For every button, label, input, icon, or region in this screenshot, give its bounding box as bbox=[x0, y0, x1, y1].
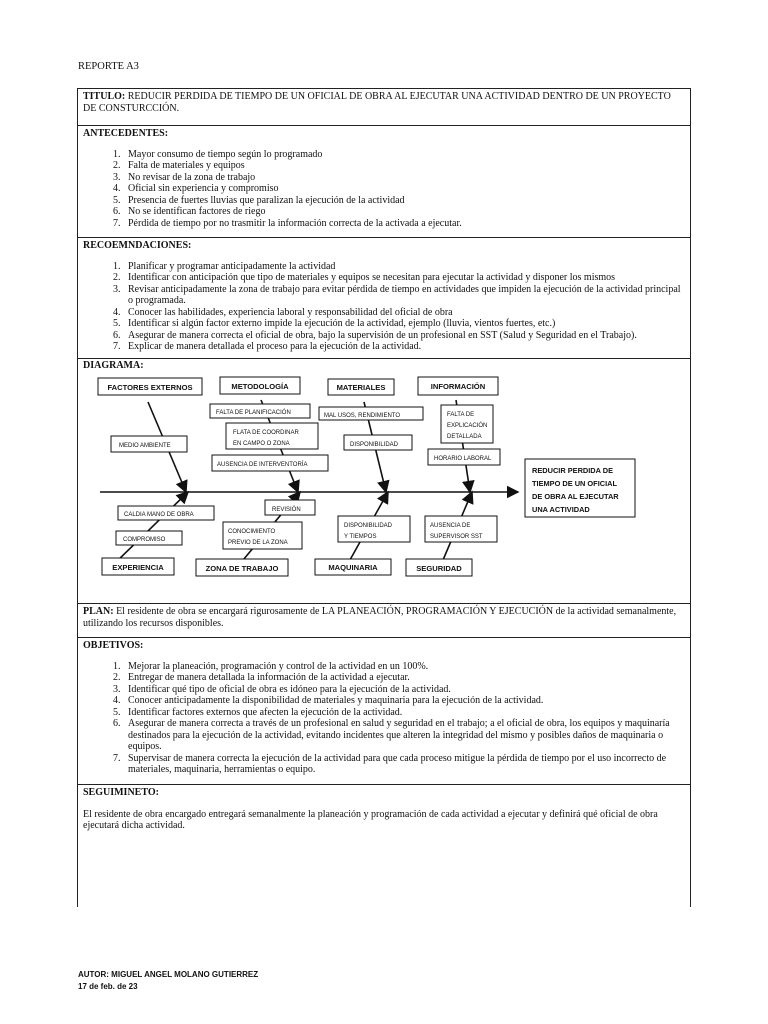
titulo-text: REDUCIR PERDIDA DE TIEMPO DE UN OFICIAL DE OBRA AL EJECUTAR UNA ACTIVIDAD DENTRO DE UN PROYECTO DE CONSTURCCIÓN. bbox=[83, 91, 671, 114]
list-item: 5. Identificar si algún factor externo impide la ejecución de la actividad, ejemplo (lluvia, vientos fuertes, etc.) bbox=[123, 318, 685, 330]
category-seguridad: SEGURIDAD bbox=[416, 564, 462, 573]
cause-disponibilidad: DISPONIBILIDAD bbox=[350, 442, 399, 448]
category-maquinaria: MAQUINARIA bbox=[328, 563, 378, 572]
cause-falta-explicacion: EXPLICACIÓN bbox=[447, 423, 488, 429]
footer-date: 17 de feb. de 23 bbox=[78, 982, 138, 991]
section-seguimiento bbox=[78, 785, 690, 907]
list-item: 7. Supervisar de manera correcta la ejecución de la actividad para que cada proceso mitigue la pérdida de tiempo por el uso incorrecto de materiales, maquinaria, herramientas o equipo. bbox=[123, 753, 685, 776]
effect-line: UNA ACTIVIDAD bbox=[532, 505, 590, 514]
cause-ausencia-interventoria: AUSENCIA DE INTERVENTORÍA bbox=[217, 462, 308, 468]
category-experiencia: EXPERIENCIA bbox=[112, 563, 164, 572]
list-item: 4. Conocer anticipadamente la disponibilidad de materiales y maquinaria para la ejecución de la actividad. bbox=[123, 695, 685, 707]
list-item: 1. Mayor consumo de tiempo según lo programado bbox=[123, 149, 685, 161]
cause-conocimiento: CONOCIMIENTO bbox=[228, 529, 276, 535]
list-item: 3. Revisar anticipadamente la zona de trabajo para evitar pérdida de tiempo en actividades que impiden la ejecución de la actividad principal o programada. bbox=[123, 284, 685, 307]
list-item: 6. Asegurar de manera correcta el oficial de obra, bajo la supervisión de un profesional en SST (Salud y Seguridad en el Trabajo). bbox=[123, 330, 685, 342]
cause-falta-explicacion: DETALLADA bbox=[447, 434, 482, 440]
category-factores-externos: FACTORES EXTERNOS bbox=[107, 383, 193, 392]
cause-flata-coordinar: EN CAMPO O ZONA bbox=[233, 441, 290, 447]
category-informacion: INFORMACIÓN bbox=[430, 382, 486, 391]
cause-falta-planificacion: FALTA DE PLANIFICACIÓN bbox=[216, 410, 291, 416]
list-item: 2. Entregar de manera detallada la información de la actividad a ejecutar. bbox=[123, 672, 685, 684]
seguimiento-text: El residente de obra encargado entregará semanalmente la planeación y programación de cada actividad a ejecutar y definirá qué oficial de obra ejecutará dicha actividad. bbox=[83, 808, 658, 831]
bone-experiencia bbox=[112, 492, 188, 566]
section-diagrama bbox=[78, 359, 690, 604]
antecedentes-label: ANTECEDENTES: bbox=[83, 128, 169, 139]
category-materiales: MATERIALES bbox=[336, 383, 386, 392]
cause-conocimiento: PREVIO DE LA ZONA bbox=[228, 540, 288, 546]
section-objetivos bbox=[78, 638, 690, 785]
plan-label: PLAN: bbox=[83, 606, 114, 617]
cause-disponibilidad-tiempos: DISPONIBILIDAD bbox=[344, 523, 393, 529]
recomendaciones-label: RECOEMNDACIONES: bbox=[83, 240, 192, 251]
cause-medio-ambiente: MEDIO AMBIENTE bbox=[119, 443, 171, 449]
a3-report bbox=[77, 88, 691, 907]
list-item: 3. No revisar de la zona de trabajo bbox=[123, 172, 685, 184]
list-item: 4. Conocer las habilidades, experiencia laboral y responsabilidad del oficial de obra bbox=[123, 307, 685, 319]
section-plan bbox=[78, 604, 690, 638]
effect-line: TIEMPO DE UN OFICIAL bbox=[532, 479, 617, 488]
plan-text: El residente de obra se encargará rigurosamente de LA PLANEACIÓN, PROGRAMACIÓN Y EJECUCIÓN de la actividad semanalmente, utilizando los recursos disponibles. bbox=[83, 606, 677, 629]
list-item: 5. Presencia de fuertes lluvias que paralizan la ejecución de la actividad bbox=[123, 195, 685, 207]
category-zona-de-trabajo: ZONA DE TRABAJO bbox=[205, 564, 279, 573]
footer-author: AUTOR: MIGUEL ANGEL MOLANO GUTIERREZ bbox=[78, 970, 259, 979]
cause-disponibilidad-tiempos: Y TIEMPOS bbox=[344, 534, 377, 540]
list-item: 2. Identificar con anticipación que tipo de materiales y equipos se necesitan para ejecutar la actividad y disponer los mismos bbox=[123, 272, 685, 284]
effect-line: DE OBRA AL EJECUTAR bbox=[532, 492, 619, 501]
fishbone-diagram bbox=[78, 359, 690, 604]
category-metodologia: METODOLOGÍA bbox=[231, 382, 289, 391]
seguimiento-label: SEGUIMINETO: bbox=[83, 787, 159, 798]
cause-compromiso: COMPROMISO bbox=[123, 537, 166, 543]
cause-ausencia-supervisor: SUPERVISOR SST bbox=[430, 534, 483, 540]
objetivos-list bbox=[123, 661, 685, 776]
list-item: 5. Identificar factores externos que afecten la ejecución de la actividad. bbox=[123, 707, 685, 719]
cause-caldia-mano-de-obra: CALDIA MANO DE OBRA bbox=[124, 512, 194, 518]
list-item: 7. Explicar de manera detallada el proceso para la ejecución de la actividad. bbox=[123, 341, 685, 353]
cause-mal-usos: MAL USOS, RENDIMIENTO bbox=[324, 413, 401, 419]
list-item: 3. Identificar qué tipo de oficial de obra es idóneo para la ejecución de la actividad. bbox=[123, 684, 685, 696]
effect-line: REDUCIR PERDIDA DE bbox=[532, 466, 614, 475]
section-titulo bbox=[78, 89, 690, 126]
cause-flata-coordinar: FLATA DE COORDINAR bbox=[233, 430, 299, 436]
list-item: 7. Pérdida de tiempo por no trasmitir la información correcta de la activada a ejecutar. bbox=[123, 218, 685, 230]
report-label: REPORTE A3 bbox=[78, 61, 139, 72]
list-item: 1. Mejorar la planeación, programación y control de la actividad en un 100%. bbox=[123, 661, 685, 673]
section-antecedentes bbox=[78, 126, 690, 238]
list-item: 1. Planificar y programar anticipadamente la actividad bbox=[123, 261, 685, 273]
section-recomendaciones bbox=[78, 238, 690, 359]
titulo-label: TITULO: bbox=[83, 91, 126, 102]
list-item: 4. Oficial sin experiencia y compromiso bbox=[123, 183, 685, 195]
objetivos-label: OBJETIVOS: bbox=[83, 640, 144, 651]
cause-falta-explicacion: FALTA DE bbox=[447, 412, 475, 418]
diagrama-label: DIAGRAMA: bbox=[83, 360, 144, 371]
recomendaciones-list bbox=[123, 261, 685, 353]
list-item: 2. Falta de materiales y equipos bbox=[123, 160, 685, 172]
cause-horario-laboral: HORARIO LABORAL bbox=[434, 456, 492, 462]
antecedentes-list bbox=[123, 149, 685, 230]
list-item: 6. No se identifican factores de riego bbox=[123, 206, 685, 218]
list-item: 6. Asegurar de manera correcta a través de un profesional en salud y seguridad en el trabajo; a el oficial de obra, los equipos y maquinaría destinados para la ejecución de la actividad, evitando incidentes que alteren la integridad del mismo y posibles daños de maquinaria o equipos. bbox=[123, 718, 685, 753]
cause-ausencia-supervisor: AUSENCIA DE bbox=[430, 523, 471, 529]
cause-revision: REVISIÓN bbox=[272, 507, 301, 513]
